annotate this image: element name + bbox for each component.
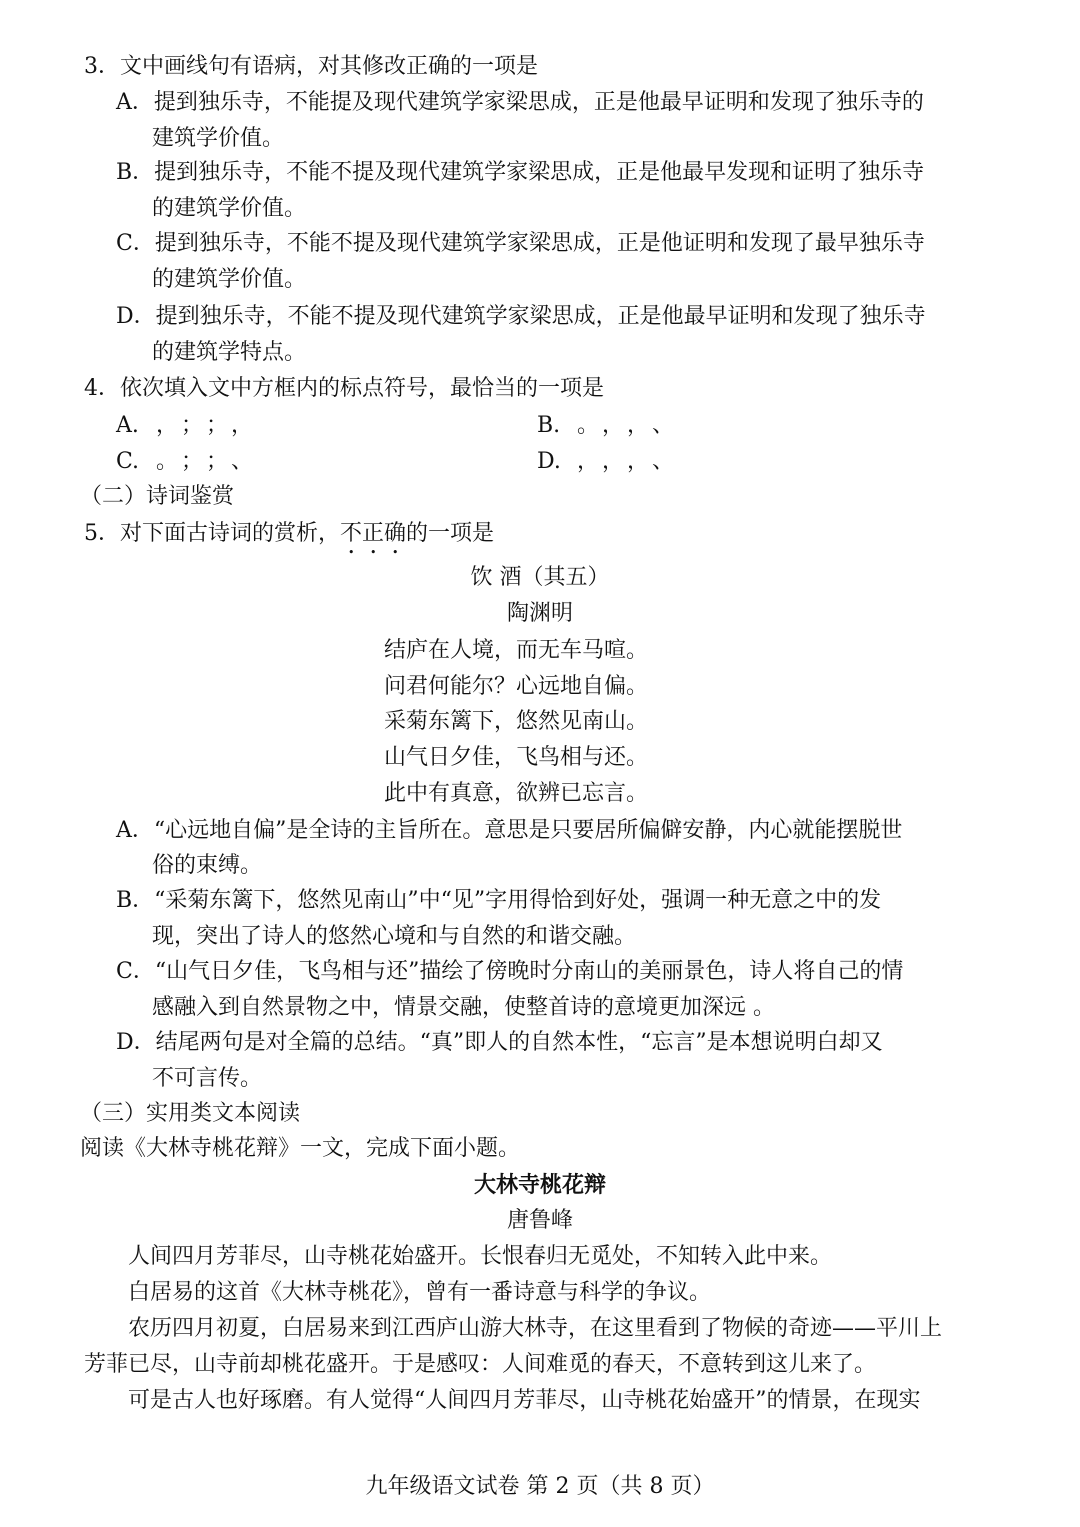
section-heading-reading: （三）实用类文本阅读 (80, 1101, 301, 1126)
article-paragraph: 人间四月芳菲尽，山寺桃花始盛开。长恨春归无觅处，不知转入此中来。 (128, 1244, 833, 1269)
poem-line: 采菊东篱下，悠然见南山。 (384, 709, 649, 734)
poem-title: 饮 酒（其五） (470, 565, 610, 590)
section-heading-poetry: （二）诗词鉴赏 (80, 484, 235, 509)
poem-line: 问君何能尔？心远地自偏。 (384, 674, 649, 699)
option-key: A． (116, 818, 154, 843)
poem-line: 此中有真意，欲辨已忘言。 (384, 781, 649, 806)
option-key: D． (116, 304, 156, 329)
q3-option-a-cont: 建筑学价值。 (152, 126, 285, 151)
q3-option-c (116, 229, 925, 259)
option-key: A. (116, 413, 139, 438)
option-text: “采菊东篱下，悠然见南山”中“见”字用得恰到好处，强调一种无意之中的发 (154, 888, 882, 913)
reading-intro: 阅读《大林寺桃花辩》一文，完成下面小题。 (80, 1136, 521, 1161)
q3-option-d-cont: 的建筑学特点。 (152, 340, 307, 365)
option-value: ，，，、 (577, 449, 689, 474)
option-key: C． (116, 959, 155, 984)
q4-option-c (116, 447, 267, 477)
q5-stem-emphasis: 不正确 (340, 521, 407, 546)
option-value: 。，，、 (577, 413, 689, 438)
option-key: A． (116, 90, 154, 115)
q3-option-b-cont: 的建筑学价值。 (152, 196, 307, 221)
option-text: 提到独乐寺，不能不提及现代建筑学家梁思成，正是他证明和发现了最早独乐寺 (154, 231, 925, 256)
option-key: D. (537, 449, 561, 474)
q3-option-b (116, 158, 924, 188)
option-value: 。；；、 (156, 449, 268, 474)
option-text: “心远地自偏”是全诗的主旨所在。意思是只要居所偏僻安静，内心就能摆脱世 (153, 818, 903, 843)
q5-stem (84, 519, 494, 559)
q3-option-c-cont: 的建筑学价值。 (152, 267, 307, 292)
poem-line: 结庐在人境，而无车马喧。 (384, 638, 649, 663)
article-paragraph-cont: 芳菲已尽，山寺前却桃花盛开。于是感叹：人间难觅的春天，不意转到这儿来了。 (84, 1352, 877, 1377)
article-title: 大林寺桃花辩 (473, 1172, 606, 1198)
option-text: “山气日夕佳，飞鸟相与还”描绘了傍晚时分南山的美丽景色，诗人将自己的情 (154, 959, 904, 984)
option-key: C． (116, 231, 155, 256)
q5-option-c (116, 957, 903, 987)
option-text: 提到独乐寺，不能提及现代建筑学家梁思成，正是他最早证明和发现了独乐寺的 (153, 90, 924, 115)
poem-line: 山气日夕佳，飞鸟相与还。 (384, 745, 649, 770)
page-footer: 九年级语文试卷 第 2 页（共 8 页） (365, 1474, 715, 1499)
q5-option-b (116, 886, 881, 916)
q3-option-d (116, 302, 926, 332)
q5-option-a-cont: 俗的束缚。 (152, 853, 263, 878)
option-text: 结尾两句是对全篇的总结。“真”即人的自然本性，“忘言”是本想说明白却又 (155, 1030, 883, 1055)
option-value: ，；；， (156, 413, 268, 438)
article-paragraph: 白居易的这首《大林寺桃花》，曾有一番诗意与科学的争议。 (128, 1280, 712, 1305)
option-key: B． (116, 888, 155, 913)
q5-stem-after: 的一项是 (406, 521, 495, 546)
q4-option-b (537, 411, 688, 441)
option-text: 提到独乐寺，不能不提及现代建筑学家梁思成，正是他最早证明和发现了独乐寺 (155, 304, 926, 329)
q5-option-c-cont: 感融入到自然景物之中，情景交融，使整首诗的意境更加深远 。 (152, 995, 775, 1020)
option-key: B. (537, 413, 561, 438)
article-paragraph: 农历四月初夏，白居易来到江西庐山游大林寺，在这里看到了物候的奇迹——平川上 (128, 1316, 943, 1341)
q4-option-a (116, 411, 267, 441)
q5-option-d-cont: 不可言传。 (152, 1066, 263, 1091)
option-text: 提到独乐寺，不能不提及现代建筑学家梁思成，正是他最早发现和证明了独乐寺 (154, 160, 925, 185)
option-key: B． (116, 160, 155, 185)
article-author: 唐鲁峰 (506, 1208, 573, 1233)
article-paragraph: 可是古人也好琢磨。有人觉得“人间四月芳菲尽，山寺桃花始盛开”的情景，在现实 (128, 1388, 921, 1413)
poem-author: 陶渊明 (506, 601, 573, 626)
q5-option-a (116, 816, 902, 846)
q4-stem: 4．依次填入文中方框内的标点符号，最恰当的一项是 (84, 376, 604, 401)
q4-option-d (537, 447, 688, 477)
q3-option-a (116, 88, 924, 118)
option-key: C. (116, 449, 140, 474)
q3-stem: 3．文中画线句有语病，对其修改正确的一项是 (84, 54, 538, 79)
q5-option-d (116, 1028, 883, 1058)
q5-option-b-cont: 现，突出了诗人的悠然心境和与自然的和谐交融。 (152, 924, 637, 949)
q5-stem-before: 5．对下面古诗词的赏析， (84, 521, 340, 546)
option-key: D． (116, 1030, 156, 1055)
